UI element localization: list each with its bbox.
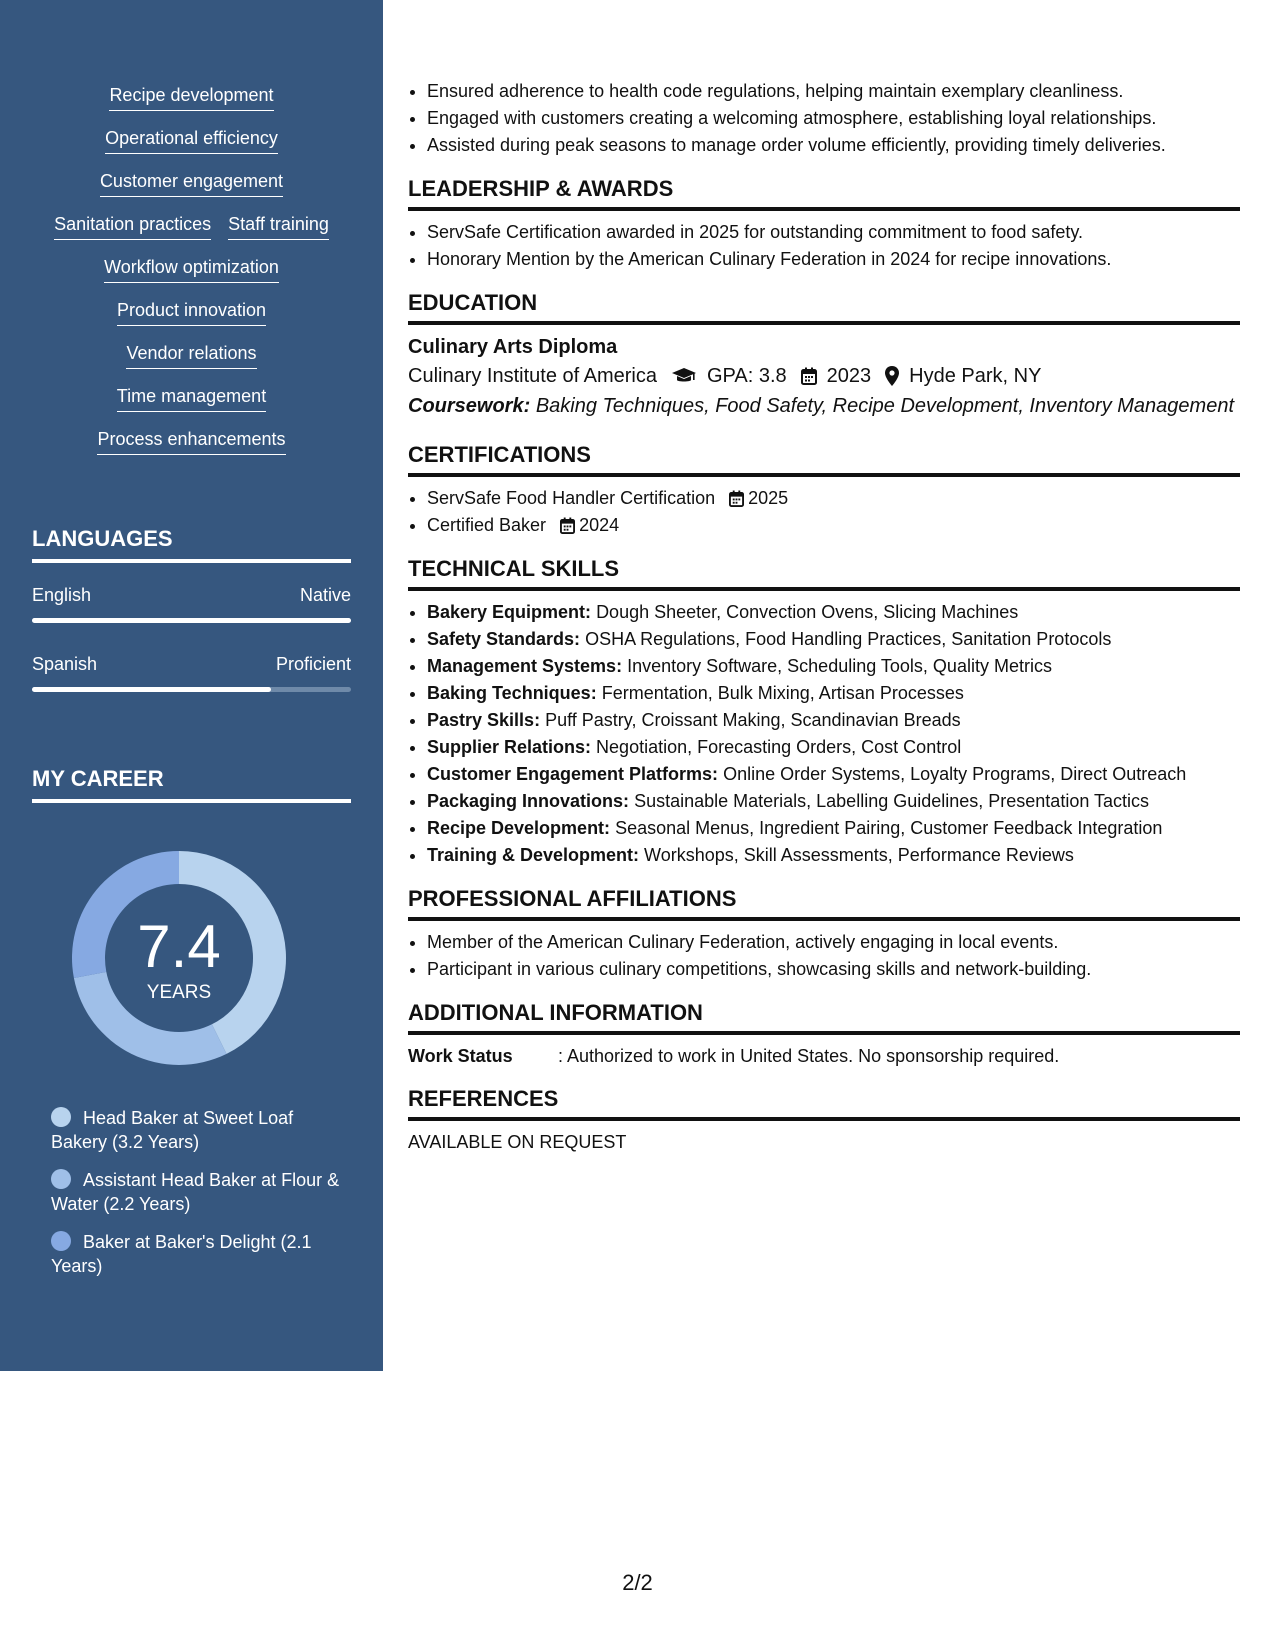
work-status-value: : Authorized to work in United States. No sponsorship required. [558,1046,1060,1066]
skill-category: Pastry Skills: [427,710,541,730]
career-item-label: Head Baker at Sweet Loaf Bakery (3.2 Years) [51,1108,294,1152]
career-item [51,1230,341,1278]
skill-values: OSHA Regulations, Food Handling Practices, Sanitation Protocols [585,629,1112,649]
skill-category: Safety Standards: [427,629,581,649]
skill-category: Supplier Relations: [427,737,592,757]
experience-bullet: • Assisted during peak seasons to manage order volume efficiently, providing timely deliveries. [427,132,1240,159]
skill-row [28,342,355,369]
certification-name: • ServSafe Food Handler Certification [427,488,716,508]
career-item-label: Baker at Baker's Delight (2.1 Years) [51,1232,312,1276]
technical-skills-list [408,599,1240,869]
work-status-label: Work Status [408,1046,513,1066]
skill-row [28,299,355,326]
career-item [51,1106,341,1154]
language-name: English [32,585,92,605]
technical-skill-item [427,626,1240,653]
skill-values: Dough Sheeter, Convection Ovens, Slicing Machines [596,602,1019,622]
skill-values: Sustainable Materials, Labelling Guidelines, Presentation Tactics [634,791,1150,811]
technical-skill-item [427,734,1240,761]
technical-skill-item [427,653,1240,680]
language-spanish [32,653,351,692]
work-status [408,1043,1240,1069]
skill-tag: Time management [117,385,266,412]
skill-category: Baking Techniques: [427,683,597,703]
language-bar [32,687,351,692]
language-bar-fill [32,618,351,623]
skill-category: Packaging Innovations: [427,791,630,811]
certification-item [427,512,1240,539]
education-coursework [408,391,1240,421]
education-degree: Culinary Arts Diploma [408,336,618,358]
career-item [51,1168,341,1216]
skill-tag: Process enhancements [97,428,285,455]
certification-item [427,485,1240,512]
references-heading: REFERENCES [408,1085,1240,1121]
coursework-list: Baking Techniques, Food Safety, Recipe Development, Inventory Management [535,395,1234,417]
skill-row [28,213,355,240]
skill-values: Workshops, Skill Assessments, Performance Reviews [644,845,1074,865]
certifications-list [408,485,1240,539]
language-level: Proficient [275,654,351,674]
coursework-label: Coursework: [408,395,531,417]
technical-skill-item [427,842,1240,869]
skill-tag: Customer engagement [100,170,283,197]
skill-category: Training & Development: [427,845,640,865]
location-pin-icon [885,366,899,386]
skill-values: Puff Pastry, Croissant Making, Scandinavian Breads [545,710,961,730]
sidebar [0,0,383,1371]
skill-row [28,256,355,283]
skill-values: Seasonal Menus, Ingredient Pairing, Customer Feedback Integration [615,818,1163,838]
education-school: Culinary Institute of America [408,365,657,387]
skill-values: Negotiation, Forecasting Orders, Cost Control [596,737,962,757]
skill-tag: Recipe development [109,84,273,111]
leadership-list [408,219,1240,273]
skill-values: Fermentation, Bulk Mixing, Artisan Processes [601,683,964,703]
career-dot [51,1231,71,1251]
career-list [51,1106,341,1292]
career-total-unit: YEARS [146,982,212,1003]
career-item-label: Assistant Head Baker at Flour & Water (2.2 Years) [51,1170,340,1214]
skill-category: Management Systems: [427,656,623,676]
skill-tag: Sanitation practices [54,213,211,240]
references-text: AVAILABLE ON REQUEST [408,1132,627,1152]
leadership-heading: LEADERSHIP & AWARDS [408,175,1240,211]
technical-skill-item [427,680,1240,707]
leadership-item: • Honorary Mention by the American Culinary Federation in 2024 for recipe innovations. [427,246,1240,273]
career-total-value: 7.4 [137,913,221,980]
education-gpa: GPA: 3.8 [707,365,787,387]
career-heading: MY CAREER [32,765,351,803]
skill-category: Customer Engagement Platforms: [427,764,719,784]
skill-row [28,170,355,197]
skill-tag: Staff training [228,213,329,240]
certification-year: 2025 [748,488,789,508]
experience-bullet: • Engaged with customers creating a welcoming atmosphere, establishing loyal relationships. [427,105,1240,132]
education-details [408,361,1240,391]
graduation-cap-icon [671,367,697,385]
skill-tag: Product innovation [117,299,266,326]
skill-category: Bakery Equipment: [427,602,592,622]
technical-skill-item [427,815,1240,842]
education-year: 2023 [826,365,872,387]
career-dot [51,1169,71,1189]
skill-row [28,127,355,154]
skill-tag: Workflow optimization [104,256,279,283]
technical-skills-heading: TECHNICAL SKILLS [408,555,1240,591]
calendar-icon [729,490,744,507]
leadership-item: • ServSafe Certification awarded in 2025 for outstanding commitment to food safety. [427,219,1240,246]
skill-category: Recipe Development: [427,818,611,838]
language-bar-fill [32,687,271,692]
skill-values: Online Order Systems, Loyalty Programs, Direct Outreach [723,764,1187,784]
skill-row [28,428,355,455]
skill-row [28,84,355,111]
certifications-heading: CERTIFICATIONS [408,441,1240,477]
page-number: 2/2 [622,1570,653,1595]
skill-tag: Vendor relations [126,342,256,369]
skill-values: Inventory Software, Scheduling Tools, Quality Metrics [627,656,1052,676]
experience-bullet: • Ensured adherence to health code regulations, helping maintain exemplary cleanliness. [427,78,1240,105]
main-content [408,78,1240,1155]
languages-heading: LANGUAGES [32,525,351,563]
technical-skill-item [427,761,1240,788]
technical-skill-item [427,788,1240,815]
experience-bullets [408,78,1240,159]
education-location: Hyde Park, NY [909,365,1042,387]
affiliation-item: • Member of the American Culinary Federation, actively engaging in local events. [427,929,1240,956]
technical-skill-item [427,707,1240,734]
career-donut-chart [66,845,292,1071]
language-level: Native [299,585,351,605]
education-heading: EDUCATION [408,289,1240,325]
additional-info-heading: ADDITIONAL INFORMATION [408,999,1240,1035]
language-name: Spanish [32,654,98,674]
technical-skill-item [427,599,1240,626]
skills-list [28,84,355,471]
affiliation-item: • Participant in various culinary competitions, showcasing skills and network-building. [427,956,1240,983]
calendar-icon [560,517,575,534]
language-bar [32,618,351,623]
affiliations-heading: PROFESSIONAL AFFILIATIONS [408,885,1240,921]
skill-tag: Operational efficiency [105,127,278,154]
affiliations-list [408,929,1240,983]
career-dot [51,1107,71,1127]
language-english [32,584,351,623]
calendar-icon [801,367,817,385]
certification-year: 2024 [579,515,620,535]
certification-name: • Certified Baker [427,515,547,535]
skill-row [28,385,355,412]
